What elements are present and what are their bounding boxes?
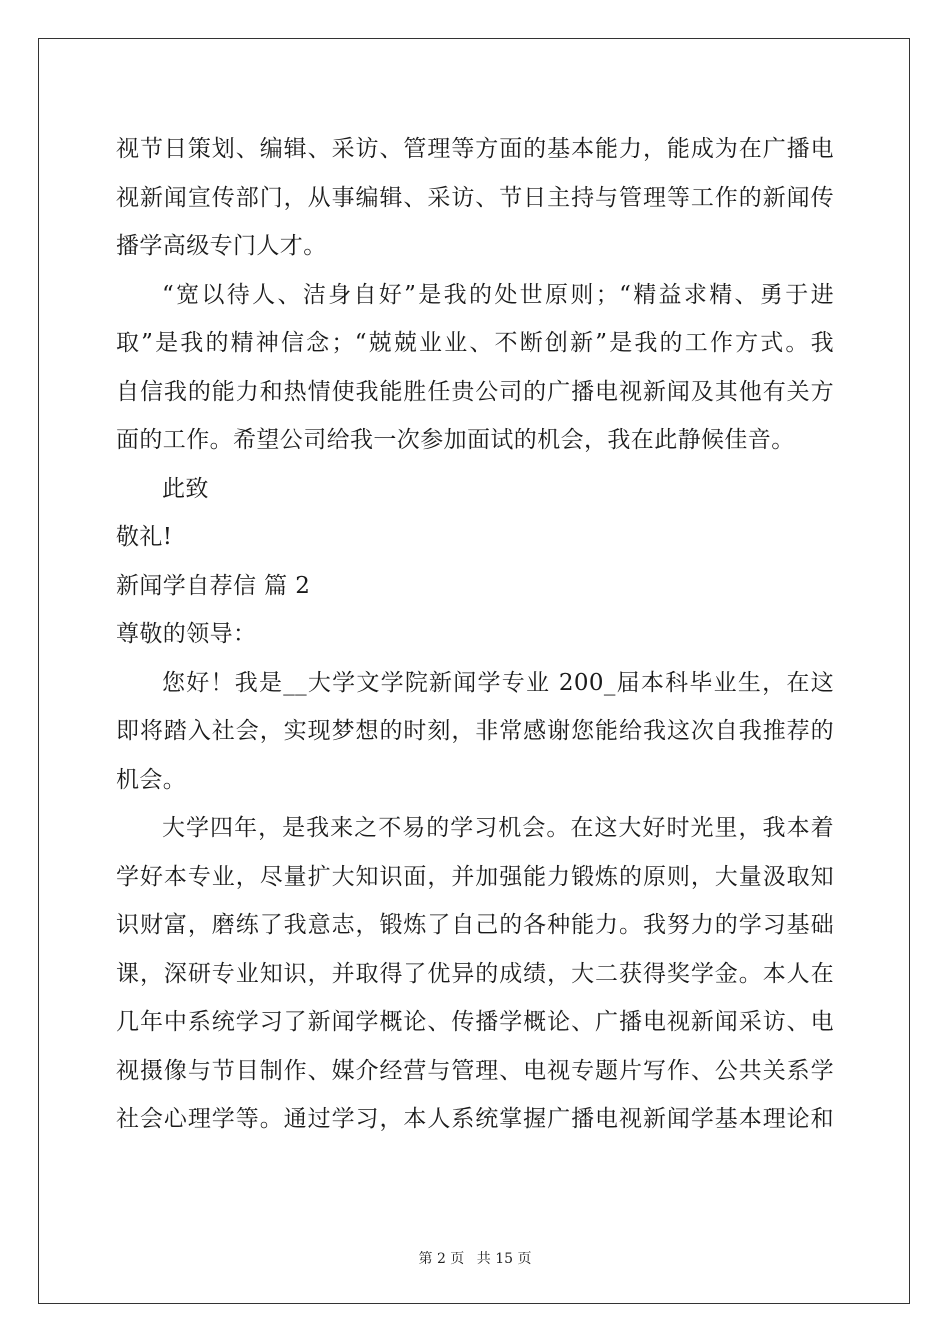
text-line: 社会心理学等。通过学习，本人系统掌握广播电视新闻学基本理论和 — [116, 1106, 834, 1132]
text-line: 此致 — [162, 475, 209, 502]
text-line: 敬礼! — [116, 524, 173, 550]
text-line: 学好本专业，尽量扩大知识面，并加强能力锻炼的原则，大量汲取知 — [116, 863, 834, 890]
text-line: 课，深研专业知识，并取得了优异的成绩，大二获得奖学金。本人在 — [116, 960, 834, 987]
text-line: 几年中系统学习了新闻学概论、传播学概论、广播电视新闻采访、电 — [116, 1009, 834, 1035]
text-line: 自信我的能力和热情使我能胜任贵公司的广播电视新闻及其他有关方 — [116, 378, 834, 405]
page-number: 第 2 页 — [418, 1251, 465, 1267]
document-body — [116, 125, 836, 1144]
text-line: 大学四年，是我来之不易的学习机会。在这大好时光里，我本着 — [162, 815, 834, 841]
page-footer — [0, 1248, 950, 1268]
page-total: 共 15 页 — [476, 1251, 532, 1267]
text-line: 面的工作。希望公司给我一次参加面试的机会，我在此静候佳音。 — [116, 427, 795, 453]
text-line: 播学高级专门人才。 — [116, 233, 327, 259]
text-line: 即将踏入社会，实现梦想的时刻，非常感谢您能给我这次自我推荐的 — [116, 718, 834, 744]
text-line: 尊敬的领导： — [116, 621, 257, 647]
text-line: 识财富，磨练了我意志，锻炼了自己的各种能力。我努力的学习基础 — [116, 912, 834, 938]
text-line: “宽以待人、洁身自好”是我的处世原则；“精益求精、勇于进 — [162, 281, 834, 308]
text-line: 视新闻宣传部门，从事编辑、采访、节日主持与管理等工作的新闻传 — [116, 184, 834, 211]
text-line: 您好！我是__大学文学院新闻学专业 200_届本科毕业生，在这 — [162, 669, 834, 696]
text-line: 视节日策划、编辑、采访、管理等方面的基本能力，能成为在广播电 — [116, 136, 834, 162]
text-line: 取”是我的精神信念；“兢兢业业、不断创新”是我的工作方式。我 — [116, 330, 834, 356]
text-line: 视摄像与节目制作、媒介经营与管理、电视专题片写作、公共关系学 — [116, 1057, 834, 1084]
text-line: 新闻学自荐信 篇 2 — [116, 572, 311, 599]
text-line: 机会。 — [116, 766, 187, 793]
